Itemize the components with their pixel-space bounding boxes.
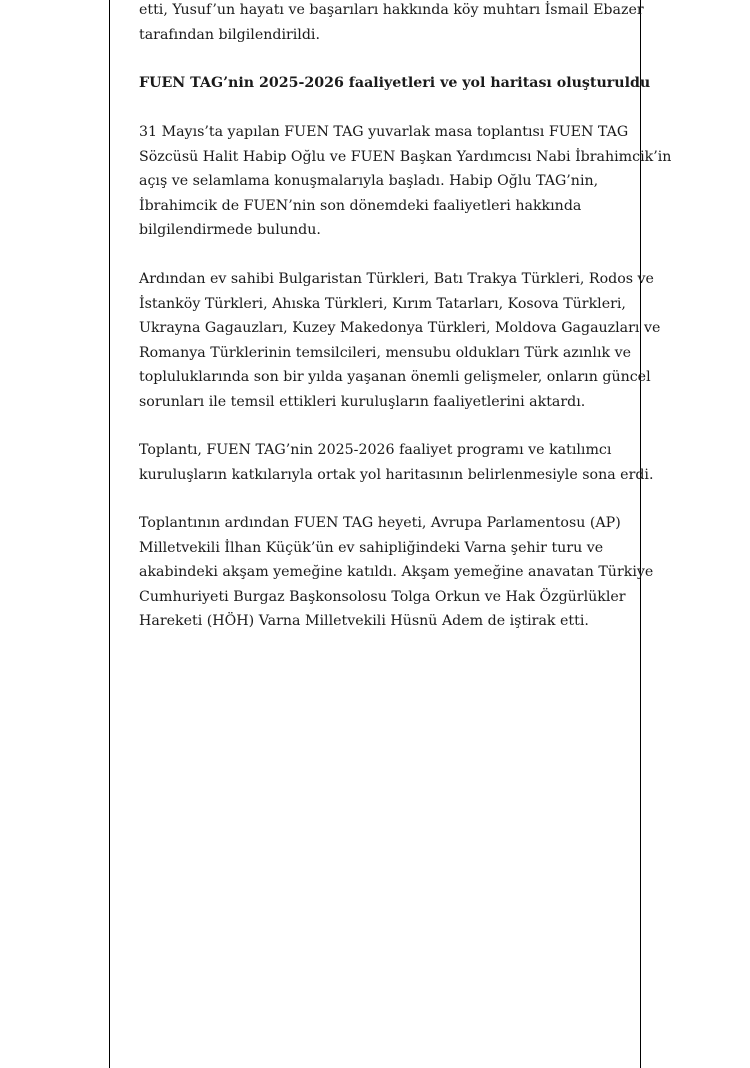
text-line: açış ve selamlama konuşmalarıyla başladı. Habip Oğlu TAG’nin, [139,173,599,189]
page-frame [109,0,672,1068]
text-line: akabindeki akşam yemeğine katıldı. Akşam yemeğine anavatan Türkiye [139,564,654,580]
text-line: sorunları ile temsil ettikleri kuruluşların faaliyetlerini aktardı. [139,393,586,410]
text-line: 31 Mayıs’ta yapılan FUEN TAG yuvarlak masa toplantısı FUEN TAG [139,124,629,140]
text-line: Milletvekili İlhan Küçük’ün ev sahipliğindeki Varna şehir turu ve [139,539,604,556]
text-line: topluluklarında son bir yılda yaşanan önemli gelişmeler, onların güncel [139,369,651,385]
text-line: Hareketi (HÖH) Varna Milletvekili Hüsnü Adem de iştirak etti. [139,613,589,629]
intro-paragraph [139,0,644,47]
text-line: Toplantının ardından FUEN TAG heyeti, Avrupa Parlamentosu (AP) [139,515,621,531]
section-heading: FUEN TAG’nin 2025-2026 faaliyetleri ve yol haritası oluşturuldu [139,75,651,91]
text-line: Ardından ev sahibi Bulgaristan Türkleri, Batı Trakya Türkleri, Rodos ve [139,271,654,287]
text-line: Romanya Türklerinin temsilcileri, mensubu oldukları Türk azınlık ve [139,344,632,361]
text-line: Ukrayna Gagauzları, Kuzey Makedonya Türkleri, Moldova Gagauzları ve [139,320,661,336]
text-line: İbrahimcik de FUEN’nin son dönemdeki faaliyetleri hakkında [139,197,582,214]
paragraph-representatives [139,267,660,414]
paragraph-conclusion [139,438,653,487]
paragraph-opening [139,120,671,243]
text-line: kuruluşların katkılarıyla ortak yol haritasının belirlenmesiyle sona erdi. [139,466,654,483]
text-line: Sözcüsü Halit Habip Oğlu ve FUEN Başkan Yardımcısı Nabi İbrahimcik’in [139,148,672,165]
text-line: etti, Yusuf’un hayatı ve başarıları hakkında köy muhtarı İsmail Ebazer [139,2,644,18]
text-line: Toplantı, FUEN TAG’nin 2025-2026 faaliyet programı ve katılımcı [139,442,612,458]
text-line: bilgilendirmede bulundu. [139,222,321,238]
text-line: tarafından bilgilendirildi. [139,26,320,43]
text-line: Cumhuriyeti Burgaz Başkonsolosu Tolga Orkun ve Hak Özgürlükler [139,588,626,605]
paragraph-dinner [139,511,653,634]
text-line: İstanköy Türkleri, Ahıska Türkleri, Kırım Tatarları, Kosova Türkleri, [139,295,626,312]
